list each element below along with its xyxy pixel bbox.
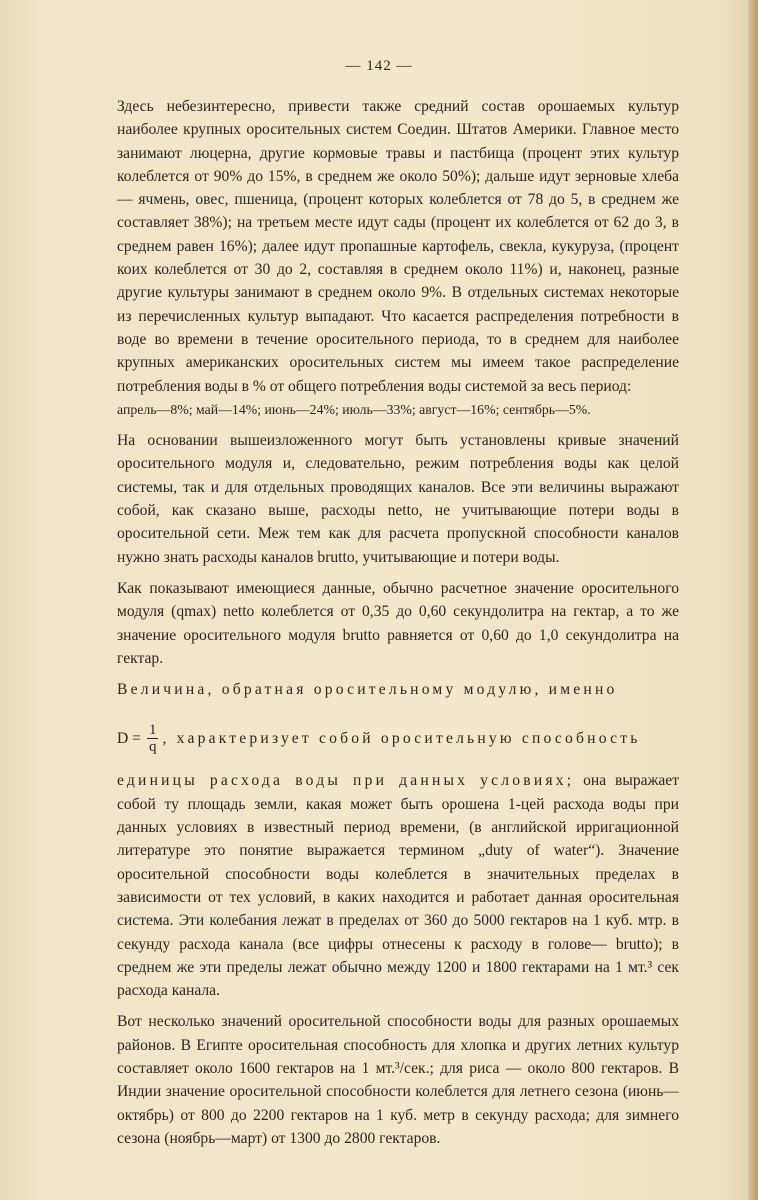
paragraph-4: Величина, обратная оросительному модулю, именно — [117, 681, 618, 699]
paragraph-5-spaced: единицы расхода воды при данных условиях; — [117, 772, 575, 790]
body-text — [117, 95, 679, 1150]
formula-fraction — [147, 722, 159, 755]
page-number: — 142 — — [345, 58, 413, 74]
paragraph-3: Как показывают имеющиеся данные, обычно расчетное значение оросительного модуля (qmax) netto колеблется от 0,35 до 0,60 секундолитра на гектар, а то же значение оросительного модуля brutto равняется от 0,60 до 1,0 секундолитра на гектар. — [117, 579, 679, 667]
page-edge — [748, 0, 758, 1200]
formula-line — [117, 707, 679, 769]
paragraph-months: апрель—8%; май—14%; июнь—24%; июль—33%; август—16%; сентябрь—5%. — [117, 401, 591, 417]
paragraph-1: Здесь небезинтересно, привести также средний состав орошаемых культур наиболее крупных оросительных систем Соедин. Штатов Америки. Главное место занимают люцерна, другие кормовые травы и пастбища (процент этих культур колеблется от 90% до 15%, в среднем же около 50%); дальше идут зерновые хлеба — ячмень, овес, пшеница, (процент которых колеблется от 78 до 5, в среднем же составляет 38%); на третьем месте идут сады (процент их колеблется от 62 до 3, в среднем равен 16%); далее идут пропашные картофель, свекла, кукуруза, (процент коих колеблется от 30 до 2, составляя в среднем около 11%) и, наконец, разные другие культуры занимают в среднем около 9%. В отдельных системах некоторые из перечисленных культур выпадают. Что касается распределения потребности в воде во времени в течение оросительного периода, то в среднем для наиболее крупных американских оросительных систем мы имеем такое распределение потребления воды в % от общего потребления воды системой за весь период: — [117, 98, 679, 395]
paragraph-5-rest: она выражает собой ту площадь земли, какая может быть орошена 1-цей расхода воды при данных условиях в известный период времени, (в английской ирригационной литературе это понятие выражается термином „duty of water“). Значение оросительной способности воды колеблется в значительных пределах в зависимости от тех условий, в каких находится и работает данная оросительная система. Эти колебания лежат в пределах от 360 до 5000 гектаров на 1 куб. мтр. в секунду расхода канала (все цифры отнесены к расходу в голове— brutto); в среднем же эти пределы лежат обычно между 1200 и 1800 гектарами на 1 мт.³ сек расхода канала. — [117, 772, 679, 1000]
paragraph-2: На основании вышеизложенного могут быть установлены кривые значений оросительного модуля и, следовательно, режим потребления воды как целой системы, так и для отдельных проводящих каналов. Все эти величины выражают собой, как сказано выше, расходы netto, не учитывающие потери воды в оросительной сети. Меж тем как для расчета пропускной способности каналов нужно знать расходы каналов brutto, учитывающие и потери воды. — [117, 432, 679, 566]
paragraph-6: Вот несколько значений оросительной способности воды для разных орошаемых районов. В Египте оросительная способность для хлопка и других летних культур составляет около 1600 гектаров на 1 мт.³/сек.; для риса — около 800 гектаров. В Индии значение оросительной способности колеблется для летнего сезона (июнь—октябрь) от 800 до 2200 гектаров на 1 куб. метр в секунду расхода; для зимнего сезона (ноябрь—март) от 1300 до 2800 гектаров. — [117, 1013, 679, 1147]
formula-lhs: D = — [117, 729, 141, 747]
formula-numerator: 1 — [148, 721, 157, 738]
formula-denominator: q — [148, 738, 157, 755]
formula-rest: , характеризует собой оросительную способность — [162, 729, 641, 747]
paragraph-5 — [117, 769, 679, 1002]
